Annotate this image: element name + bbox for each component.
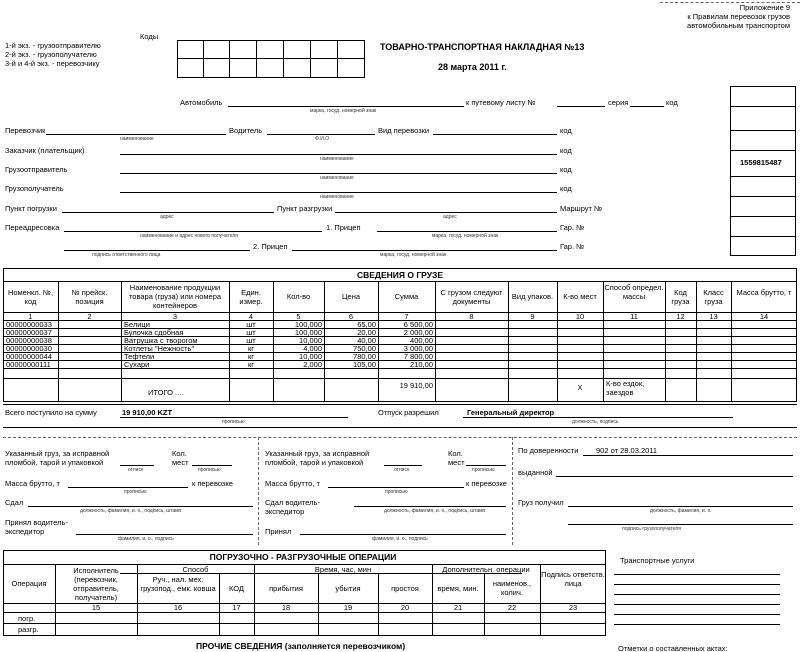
ops-num-19: 19 (343, 603, 353, 612)
mid-handed-1: Сдал водитель- (265, 498, 320, 507)
total-sum: 19 910,00 (399, 381, 433, 390)
col-header-1: Номенкл. №, код (7, 288, 54, 306)
ops-idle: простоя (391, 584, 419, 593)
received-hint-right: должность, фамилия, и. о. (650, 508, 712, 514)
series-label: серия (608, 98, 629, 107)
col-header-13: Класс груза (703, 288, 724, 306)
release-hint: должность, подпись (572, 419, 619, 425)
row-code: 00000000030 (6, 344, 52, 353)
proxy-value: 902 от 28.03.2011 (596, 446, 658, 455)
received-value: 19 910,00 KZT (122, 408, 173, 417)
col-header-4: Един. измер. (239, 288, 263, 306)
row-name: Тефтели (124, 352, 155, 361)
release-label: Отпуск разрешил (378, 408, 439, 417)
left-hint-words: прописью (198, 467, 221, 473)
carrier-label: Перевозчик (5, 126, 46, 135)
ops-time-header: Время, час, мин (314, 565, 372, 574)
ops-num-23: 23 (568, 603, 578, 612)
cargo-title: СВЕДЕНИЯ О ГРУЗЕ (356, 270, 444, 280)
resp-hint: подпись ответственного лица (92, 252, 161, 258)
x-mark: X (577, 383, 583, 392)
col-header-14: Масса брутто, т (736, 288, 792, 297)
left-text-2: пломбой, тарой и упаковкой (5, 458, 104, 467)
trailer1-label: 1. Прицеп (326, 223, 361, 232)
row-qty: 100,000 (294, 320, 322, 329)
row-sum: 2 000,00 (403, 328, 433, 337)
gar2-label: Гар. № (560, 242, 585, 251)
mid-places-label: мест (448, 458, 465, 467)
row-price: 40,00 (357, 336, 376, 345)
col-header-2: № прейск. позиция (71, 288, 108, 306)
row-qty: 4,000 (303, 344, 322, 353)
col-num-8: 8 (469, 312, 474, 321)
row-name: Булочка сдобная (124, 328, 184, 337)
ops-num-16: 16 (173, 603, 183, 612)
col-header-7: Сумма (394, 292, 419, 301)
issued-label: выданной (518, 468, 553, 477)
col-header-5: Кол-во (286, 292, 311, 301)
ops-num-21: 21 (453, 603, 463, 612)
row-unit: кг (247, 344, 255, 353)
ops-departure: убытия (335, 584, 361, 593)
auto-label: Автомобиль (180, 98, 223, 107)
gar1-label: Гар. № (560, 223, 585, 232)
ops-num-17: 17 (232, 603, 241, 612)
mid-text-1: Указанный груз, за исправной (265, 449, 370, 458)
trailer2-label: 2. Прицеп (253, 242, 288, 251)
row-name: Белици (124, 320, 150, 329)
left-places-label: мест (172, 458, 189, 467)
row-code: 00000000033 (6, 320, 52, 329)
appendix-line-1: Приложение 9 (739, 3, 790, 12)
redirect-label: Переадресовка (5, 223, 60, 232)
ops-executor-header: Исполнитель (перевозчик, отправитель, получатель) (73, 566, 119, 602)
waybill-label: к путевому листу № (466, 98, 536, 107)
driver-label: Водитель (229, 126, 263, 135)
loading-hint: адрес (160, 214, 174, 220)
left-qty-label: Кол. (172, 449, 187, 458)
mid-text-2: пломбой, тарой и упаковкой (265, 458, 364, 467)
row-sum: 6 500,00 (403, 320, 433, 329)
code-column (730, 86, 796, 256)
row-qty: 10,000 (299, 336, 322, 345)
codes-label: Коды (140, 32, 159, 41)
row-name: Сухари (124, 360, 150, 369)
mid-hint-words: прописью (472, 467, 495, 473)
col-num-13: 13 (709, 312, 718, 321)
auto-hint: марка, госуд. номерной знак (310, 108, 377, 114)
document-date: 28 марта 2011 г. (438, 62, 507, 72)
ops-num-20: 20 (400, 603, 410, 612)
row-code: 00000000038 (6, 336, 52, 345)
row-price: 65,00 (357, 320, 376, 329)
left-handed-label: Сдал (5, 498, 24, 507)
col-header-10: К-во мест (563, 292, 597, 301)
shipper-code-label: код (560, 165, 572, 174)
unloading-hint: адрес (443, 214, 457, 220)
col-num-14: 14 (759, 312, 769, 321)
row-sum: 210,00 (410, 360, 433, 369)
ops-num-15: 15 (91, 603, 101, 612)
col-num-2: 2 (87, 312, 92, 321)
col-num-11: 11 (630, 312, 638, 321)
shipper-hint: наименование (320, 175, 354, 181)
driver-hint: Ф.И.О. (315, 136, 331, 142)
other-title: ПРОЧИЕ СВЕДЕНИЯ (заполняется перевозчиком) (196, 641, 406, 651)
row-qty: 100,000 (294, 328, 322, 337)
ops-operation-header: Операция (11, 579, 47, 588)
transport-type-label: Вид перевозки (378, 126, 430, 135)
customer-hint: наименование (320, 156, 354, 162)
consignee-sign-hint: подпись грузополучателя (622, 526, 681, 532)
row-name: Ватрушка с творогом (124, 336, 198, 345)
row-price: 105,00 (353, 360, 376, 369)
total-label: ИТОГО .... (148, 388, 184, 397)
row-sum: 3 000,00 (403, 344, 433, 353)
col-num-6: 6 (348, 312, 354, 321)
customer-label: Заказчик (плательщик) (5, 146, 85, 155)
left-gross-hint: прописью (124, 489, 147, 495)
mid-accepted-hint: фамилия, и. о., подпись (372, 536, 428, 542)
row-unit: кг (247, 352, 255, 361)
cargo-received-label: Груз получил (518, 498, 564, 507)
consignee-label: Грузополучатель (5, 184, 64, 193)
mid-handed-hint: должность, фамилия, и. о., подпись, штамп (384, 508, 486, 514)
row-unit: шт (246, 336, 256, 345)
customer-code-label: код (560, 146, 572, 155)
col-header-8: С грузом следуют документы (440, 288, 503, 306)
proxy-label: По доверенности (518, 446, 579, 455)
mid-handed-2: экспедитор (265, 507, 305, 516)
ops-unloading: разгр. (18, 625, 39, 634)
col-header-9: Вид упаков. (511, 292, 554, 301)
col-header-6: Цена (341, 292, 361, 301)
row-code: 00000000111 (6, 360, 51, 369)
ops-arrival: прибытия (269, 584, 303, 593)
trailer1-hint: марка, госуд. номерной знак (432, 233, 499, 239)
operations-title: ПОГРУЗОЧНО - РАЗГРУЗОЧНЫЕ ОПЕРАЦИИ (209, 552, 397, 562)
copy-3: 3-й и 4-й экз. - перевозчику (5, 59, 100, 68)
col-num-1: 1 (28, 312, 33, 321)
row-code: 00000000037 (6, 328, 52, 337)
consignee-code-label: код (560, 184, 572, 193)
col-num-5: 5 (296, 312, 301, 321)
appendix-line-3: автомобильным транспортом (687, 21, 790, 30)
left-hint-digit: отписк (128, 467, 144, 473)
ops-extra-header: Дополнительн. операции (442, 565, 530, 574)
mid-accepted: Принял (265, 527, 292, 536)
col-num-7: 7 (404, 312, 409, 321)
loading-point-label: Пункт погрузки (5, 204, 57, 213)
row-unit: кг (247, 360, 255, 369)
ops-signature: Подпись ответств. лица (541, 570, 605, 588)
col-num-4: 4 (248, 312, 254, 321)
carrier-code-label: код (560, 126, 572, 135)
carrier-hint: наименование (120, 136, 154, 142)
redirect-hint: наименование и адрес нового получателя (140, 233, 238, 239)
col-header-3: Наименование продукции товара (груза) или номера контейнеров (128, 283, 222, 310)
left-to-carrier: к перевозке (192, 479, 233, 488)
mid-qty-label: Кол. (448, 449, 463, 458)
col-num-3: 3 (172, 312, 178, 321)
ops-method-sub: Руч., нал. мех. грузопод., емк. ковша (140, 575, 216, 593)
ops-code-header: КОД (228, 584, 245, 593)
document-title: ТОВАРНО-ТРАНСПОРТНАЯ НАКЛАДНАЯ №13 (380, 42, 585, 52)
copy-1: 1-й экз. - грузоотправителю (5, 41, 101, 50)
left-accepted-2: экспедитор (5, 527, 45, 536)
row-sum: 7 800,00 (403, 352, 433, 361)
row-qty: 10,000 (299, 352, 322, 361)
col-num-12: 12 (676, 312, 685, 321)
row-price: 780,00 (353, 352, 376, 361)
left-accepted-1: Принял водитель- (5, 518, 68, 527)
ops-method-header: Способ (182, 565, 209, 574)
received-hint: прописью (222, 419, 245, 425)
transport-services-label: Транспортные услуги (620, 556, 695, 565)
row-qty: 2,000 (303, 360, 322, 369)
copy-2: 2-й экз. - грузополучателю (5, 50, 97, 59)
row-code: 00000000044 (6, 352, 52, 361)
row-sum: 400,00 (410, 336, 433, 345)
col-num-10: 10 (575, 312, 585, 321)
row-price: 20,00 (357, 328, 376, 337)
mid-gross-label: Масса брутто, т (265, 479, 320, 488)
appendix-line-2: к Правилам перевозок грузов (687, 12, 790, 21)
left-handed-hint: должность, фамилия, и. о., подпись, штамп (80, 508, 182, 514)
release-value: Генеральный директор (467, 408, 555, 417)
row-name: Котлеты "Нежность" (124, 344, 195, 353)
col-num-9: 9 (530, 312, 535, 321)
trailer2-hint: марка, госуд. номерной знак (380, 252, 447, 258)
trips-label: К-во ездок, заездов (606, 379, 645, 397)
row-price: 750,00 (353, 344, 376, 353)
route-label: Маршрут № (560, 204, 603, 213)
ops-extra-name: наименов., колич. (492, 579, 532, 597)
consignee-hint: наименование (320, 194, 354, 200)
ops-num-18: 18 (281, 603, 291, 612)
unloading-point-label: Пункт разгрузки (277, 204, 333, 213)
acts-marks-label: Отметки о составленных актах: (618, 644, 728, 652)
col-header-11: Способ определ. массы (604, 283, 664, 301)
mid-to-carrier: к перевозке (466, 479, 507, 488)
row-unit: шт (246, 328, 256, 337)
auto-code-label: код (666, 98, 678, 107)
left-gross-label: Масса брутто, т (5, 479, 60, 488)
mid-hint-digit: отписк (394, 467, 410, 473)
shipper-label: Грузоотправитель (5, 165, 68, 174)
left-text-1: Указанный груз, за исправной (5, 449, 110, 458)
ops-num-22: 22 (507, 603, 517, 612)
ops-loading: погр. (18, 614, 36, 623)
row-unit: шт (246, 320, 256, 329)
code-value: 1559815487 (740, 158, 782, 167)
ops-extra-time: время, мин. (437, 584, 479, 593)
left-accepted-hint: фамилия, и. о., подпись (118, 536, 174, 542)
col-header-12: Код груза (671, 288, 690, 306)
received-label: Всего поступило на сумму (5, 408, 97, 417)
mid-gross-hint: прописью (385, 489, 408, 495)
